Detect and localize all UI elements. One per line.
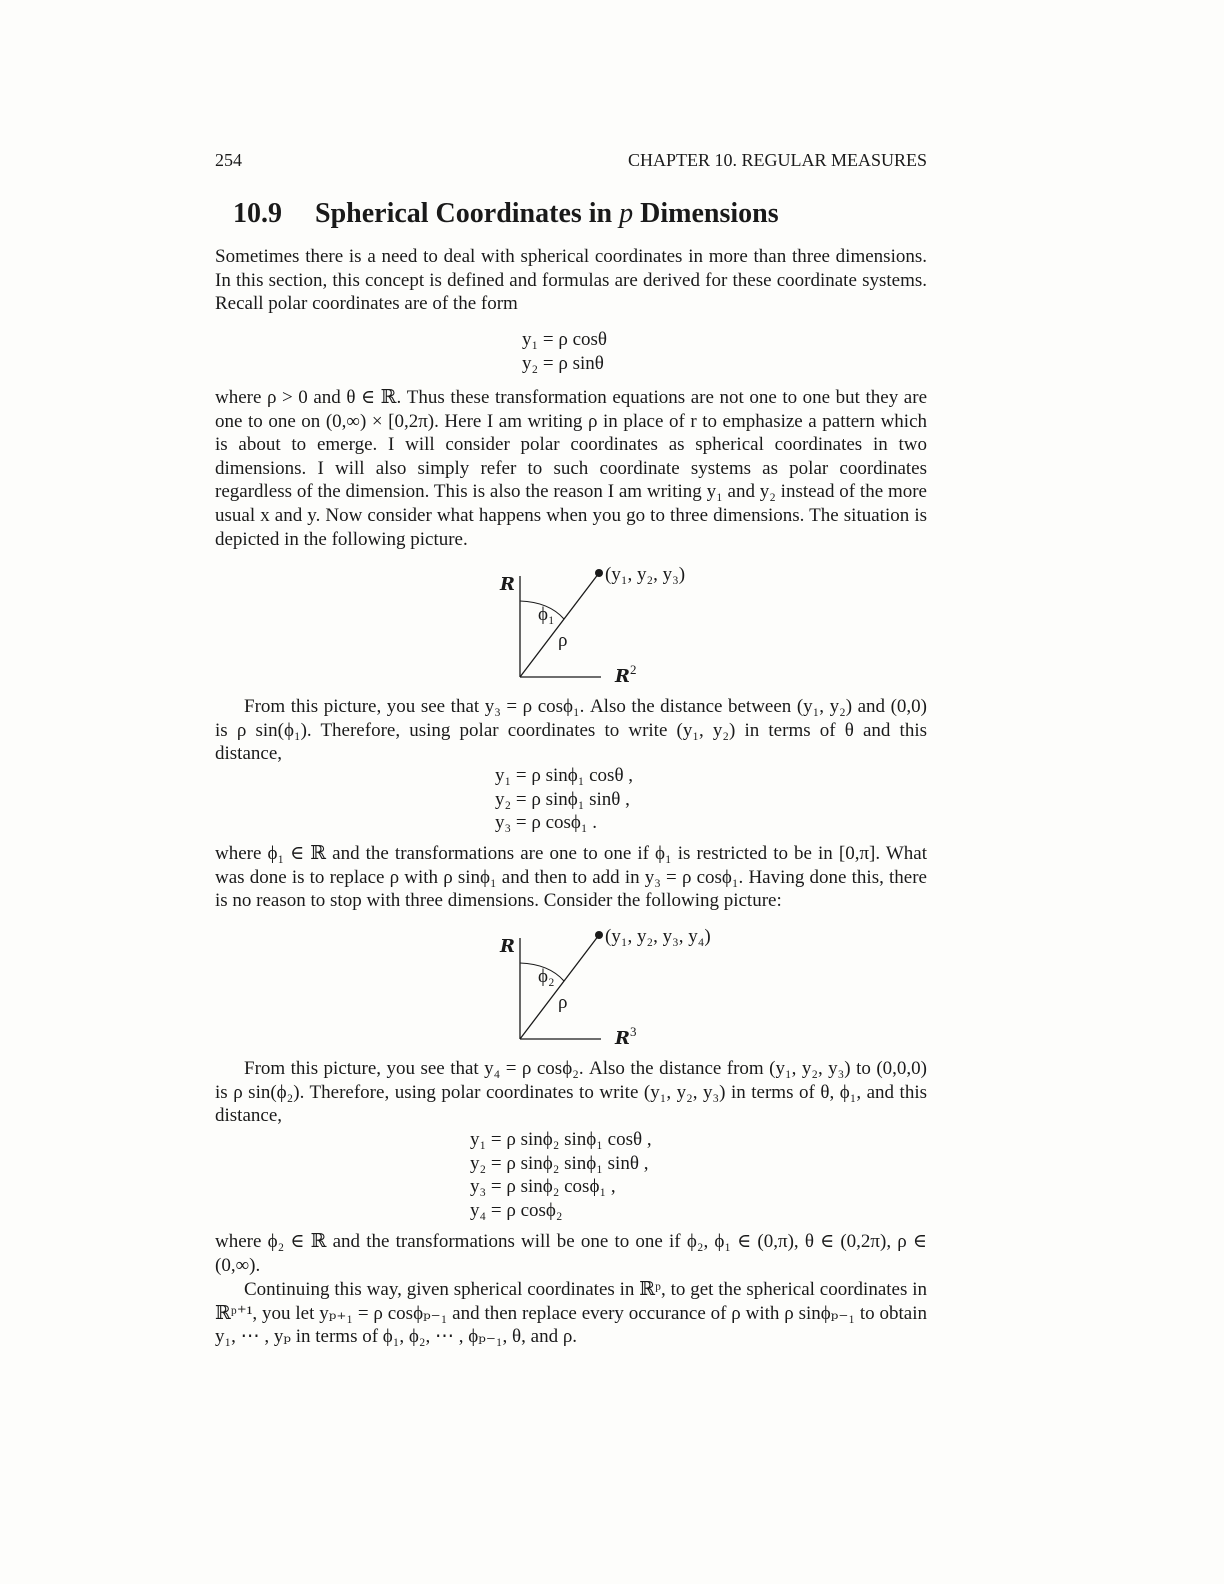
point-label: (y₁, y₂, y₃)	[605, 564, 686, 585]
angle-label: ϕ₂	[538, 966, 555, 987]
radius-line	[520, 573, 599, 677]
paragraph-after-figure-1: From this picture, you see that y₃ = ρ cosϕ₁. Also the distance between (y₁, y₂) and (0,0) is ρ sin(ϕ₁). Therefore, using polar coordinates to write (y₁, y₂) in terms of θ and this distance,	[215, 696, 927, 765]
point-label: (y₁, y₂, y₃, y₄)	[605, 926, 711, 947]
section-title-suffix: Dimensions	[640, 198, 779, 229]
equation-line: y₂ = ρ sinϕ₂ sinϕ₁ sinθ ,	[470, 1152, 649, 1174]
equation-line: y₁ = ρ sinϕ₂ sinϕ₁ cosθ ,	[470, 1129, 652, 1150]
axis-label: R	[500, 936, 515, 957]
radius-label: ρ	[558, 992, 568, 1013]
plane-label-letter: R	[615, 666, 630, 687]
point-marker	[595, 931, 603, 939]
plane-label-exponent: 3	[629, 1024, 637, 1039]
plane-label	[615, 1024, 637, 1050]
plane-label	[615, 662, 637, 688]
radius-label: ρ	[558, 630, 568, 651]
section-title-prefix: Spherical Coordinates in	[315, 198, 613, 229]
figure-3d-spherical	[495, 562, 715, 687]
figure-4d-spherical	[495, 924, 735, 1049]
section-number: 10.9	[233, 198, 282, 229]
paragraph-after-3d-equations: where ϕ₁ ∈ ℝ and the transformations are one to one if ϕ₁ is restricted to be in [0,π]. What was done is to replace ρ with ρ sinϕ₁ and then to add in y₃ = ρ cosϕ₁. Having done this, there is no reason to stop with three dimensions. Consider the following picture:	[215, 843, 927, 912]
equations-4d	[470, 1128, 652, 1222]
axis-label: R	[500, 574, 515, 595]
equation-line: y₃ = ρ sinϕ₂ cosϕ₁ ,	[470, 1176, 616, 1197]
chapter-title: CHAPTER 10. REGULAR MEASURES	[627, 150, 927, 170]
angle-label: ϕ₁	[538, 604, 555, 625]
section-title-variable: p	[619, 198, 634, 229]
point-marker	[595, 569, 603, 577]
polar-explanation-paragraph: where ρ > 0 and θ ∈ ℝ. Thus these transformation equations are not one to one but they are one to one on (0,∞) × [0,2π). Here I am writing ρ in place of r to emphasize a pattern which is about to emerge. I will consider polar coordinates as spherical coordinates in two dimensions. I will also simply refer to such coordinate systems as polar coordinates regardless of the dimension. This is also the reason I am writing y₁ and y₂ instead of the more usual x and y. Now consider what happens when you go to three dimensions. The situation is depicted in the following picture.	[215, 387, 927, 550]
intro-paragraph: Sometimes there is a need to deal with spherical coordinates in more than three dimensions. In this section, this concept is defined and formulas are derived for these coordinate systems. Recall polar coordinates are of the form	[215, 246, 927, 315]
paragraph-after-4d-equations: where ϕ₂ ∈ ℝ and the transformations will be one to one if ϕ₂, ϕ₁ ∈ (0,π), θ ∈ (0,2π), ρ ∈ (0,∞).	[215, 1231, 927, 1276]
paragraph-after-figure-2: From this picture, you see that y₄ = ρ cosϕ₂. Also the distance from (y₁, y₂, y₃) to (0,0,0) is ρ sin(ϕ₂). Therefore, using polar coordinates to write (y₁, y₂, y₃) in terms of θ, ϕ₁, and this distance,	[215, 1058, 927, 1127]
equation-line: y₁ = ρ cosθ	[522, 329, 607, 350]
plane-label-letter: R	[615, 1028, 630, 1049]
equation-line: y₂ = ρ sinϕ₁ sinθ ,	[495, 788, 630, 810]
radius-line	[520, 935, 599, 1039]
section-heading	[233, 198, 779, 230]
equations-3d	[495, 764, 633, 835]
equation-line: y₂ = ρ sinθ	[522, 352, 604, 374]
plane-label-exponent: 2	[629, 662, 637, 677]
page-number: 254	[215, 150, 242, 170]
paragraph-continuing: Continuing this way, given spherical coordinates in ℝᵖ, to get the spherical coordinates in ℝᵖ⁺¹, you let yₚ₊₁ = ρ cosϕₚ₋₁ and then replace every occurance of ρ with ρ sinϕₚ₋₁ to obtain y₁, ⋯ , yₚ in terms of ϕ₁, ϕ₂, ⋯ , ϕₚ₋₁, θ, and ρ.	[215, 1279, 927, 1348]
equation-line: y₃ = ρ cosϕ₁ .	[495, 812, 598, 833]
polar-equations	[522, 328, 607, 375]
equation-line: y₄ = ρ cosϕ₂	[470, 1199, 563, 1221]
equation-line: y₁ = ρ sinϕ₁ cosθ ,	[495, 765, 634, 786]
